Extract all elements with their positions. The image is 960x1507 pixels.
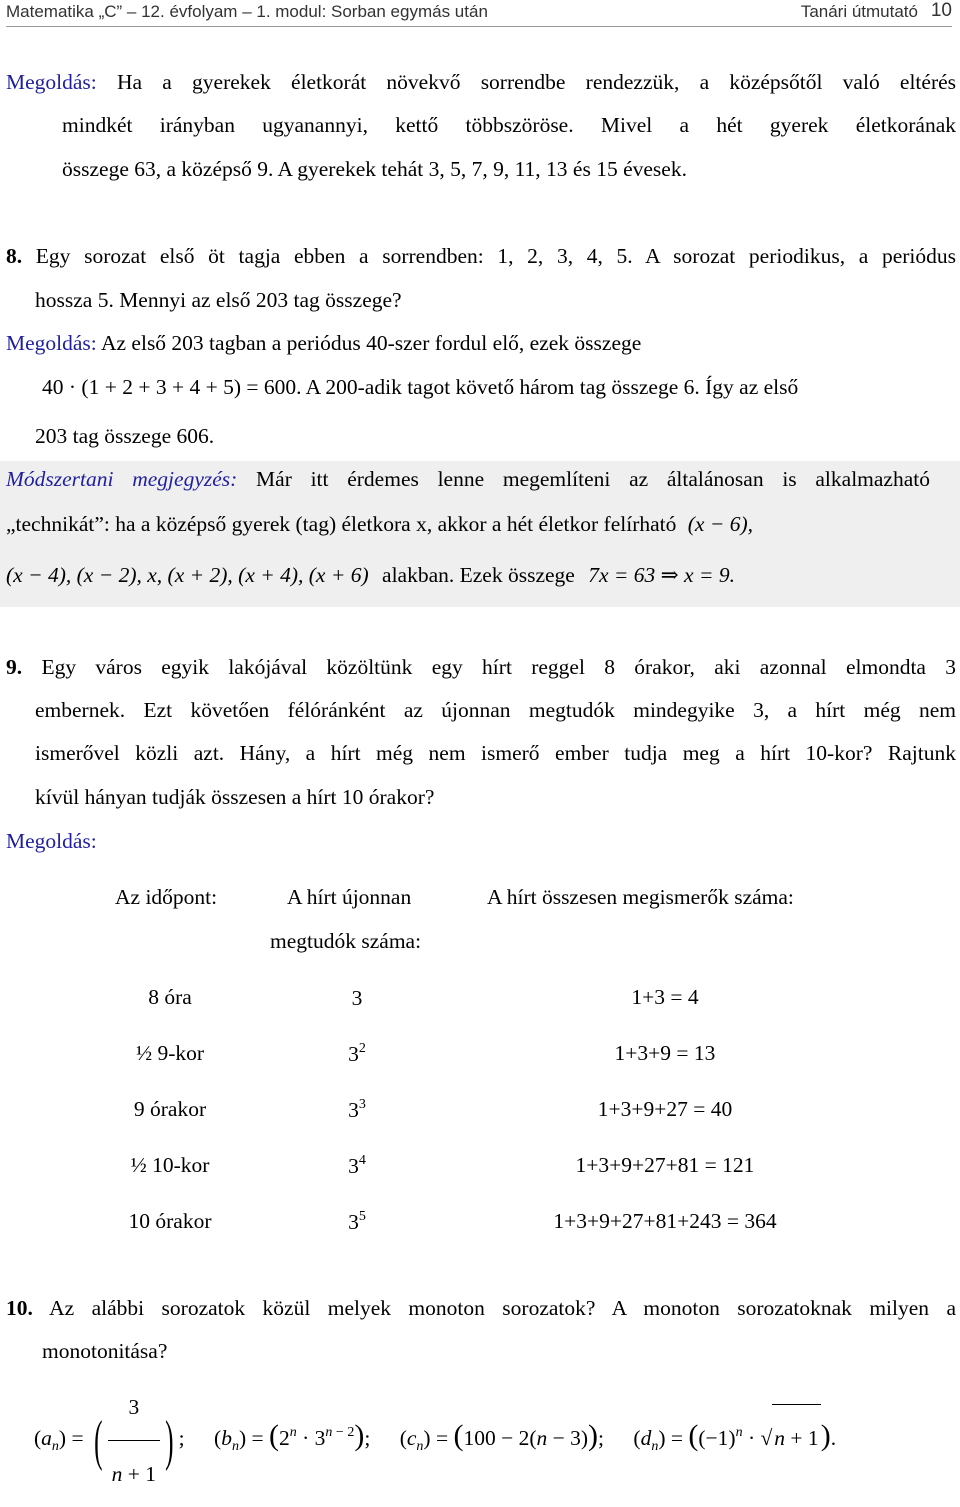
col-header-new: A hírt újonnan: [287, 885, 412, 909]
sum-formula: 40 · (1 + 2 + 3 + 4 + 5) = 600: [42, 375, 297, 399]
row-time: 10 órakor: [128, 1209, 212, 1233]
task9-line1: [6, 655, 956, 680]
row-exponent: 3: [358, 1097, 366, 1112]
task8-sol-text1: Az első 203 tagban a periódus 40-szer fordul elő, ezek összege: [100, 331, 642, 355]
task8-sol-line1: [6, 331, 641, 356]
row-time: ½ 10-kor: [130, 1153, 210, 1177]
header-guide: Tanári útmutató: [800, 2, 918, 21]
sequence-d: $(d_n) = ((-1)^n \cdot √n + 1)$.: [633, 1426, 836, 1450]
note-expr2: (x − 4), (x − 2), x, (x + 2), (x + 4), (x + 6): [6, 563, 369, 587]
task-number: 10.: [6, 1296, 33, 1320]
row-new-count: [352, 985, 363, 1011]
page-number: 10: [930, 0, 952, 21]
task8-sol-text2: . A 200-adik tagot követő három tag összege 6. Így az első: [296, 375, 799, 399]
col-header-time: Az időpont:: [115, 885, 218, 909]
row-base: 3: [348, 1210, 359, 1234]
task8-text1: Egy sorozat első öt tagja ebben a sorrendben: 1, 2, 3, 4, 5. A sorozat periodikus, a periódus: [35, 244, 956, 268]
sequences-formula: [34, 1374, 837, 1486]
note-expr1: (x − 6),: [687, 512, 753, 536]
note-text3: alakban. Ezek összege: [382, 563, 575, 587]
task9-line4: kívül hányan tudják összesen a hírt 10 órakor?: [35, 785, 435, 809]
row-exponent: 4: [358, 1153, 366, 1168]
task9-text3: ismerővel közli azt. Hány, a hírt még nem ismerő ember tudja meg a hírt 10-kor? Rajtunk: [35, 741, 956, 765]
row-total: 1+3+9+27 = 40: [597, 1097, 733, 1121]
row-new-count: [348, 1041, 366, 1067]
sol7-text1: Ha a gyerekek életkorát növekvő sorrendbe rendezzük, a középsőtől való eltérés: [117, 70, 957, 94]
col-header-new-2: megtudók száma:: [270, 929, 422, 953]
row-base: 3: [351, 986, 363, 1010]
row-base: 3: [348, 1154, 359, 1178]
sol7-line1: [6, 70, 956, 95]
note-text2: „technikát”: ha a középső gyerek (tag) életkora x, akkor a hét életkor felírható: [6, 512, 677, 536]
row-total: 1+3+9 = 13: [614, 1041, 716, 1065]
row-new-count: [348, 1209, 366, 1235]
task10-line1: [6, 1296, 956, 1321]
task9-line3: [35, 741, 956, 766]
header-title: Matematika „C” – 12. évfolyam – 1. modul: Sorban egymás után: [6, 2, 488, 21]
task10-line2: monotonitása?: [42, 1339, 168, 1363]
page-header: [6, 0, 952, 27]
sequence-c: $(c_n) = (100 - 2(n - 3))$;: [399, 1419, 605, 1455]
row-time: 8 óra: [148, 985, 192, 1009]
row-total: 1+3+9+27+81 = 121: [575, 1153, 755, 1177]
note-line1: [6, 467, 930, 492]
sol7-line2: [62, 113, 956, 138]
note-line3: [6, 563, 735, 588]
row-exponent: 2: [358, 1041, 366, 1056]
row-total: 1+3 = 4: [631, 985, 699, 1009]
task8-sol-line3: 203 tag összege 606.: [35, 424, 215, 448]
task9-text2: embernek. Ezt követően félóránként az újonnan megtudók mindegyike 3, a hírt még nem: [35, 698, 956, 722]
row-exponent: 5: [358, 1209, 366, 1224]
solution-label: Megoldás:: [6, 829, 97, 853]
task10-text1: Az alábbi sorozatok közül melyek monoton sorozatok? A monoton sorozatoknak milyen a: [49, 1296, 956, 1320]
note-line2: [6, 512, 753, 537]
note-equation: 7x = 63 ⇒ x = 9.: [588, 563, 735, 587]
note-text1: Már itt érdemes lenne megemlíteni az általánosan is alkalmazható: [256, 467, 930, 491]
task9-text1: Egy város egyik lakójával közöltünk egy hírt reggel 8 órakor, aki azonnal elmondta 3: [41, 655, 957, 679]
solution-label: Megoldás:: [6, 70, 97, 94]
note-label: Módszertani megjegyzés:: [6, 467, 238, 491]
solution-label: Megoldás:: [6, 331, 97, 355]
sol7-line3: összege 63, a középső 9. A gyerekek tehát 3, 5, 7, 9, 11, 13 és 15 évesek.: [62, 157, 687, 181]
task8-line1: [6, 244, 956, 269]
col-header-total: A hírt összesen megismerők száma:: [487, 885, 794, 909]
sol7-text2: mindkét irányban ugyanannyi, kettő többszöröse. Mivel a hét gyerek életkorának: [62, 113, 956, 137]
row-time: ½ 9-kor: [135, 1041, 205, 1065]
row-new-count: [348, 1153, 366, 1179]
task-number: 8.: [6, 244, 23, 268]
task-number: 9.: [6, 655, 23, 679]
row-base: 3: [348, 1098, 359, 1122]
row-base: 3: [348, 1042, 359, 1066]
sequence-a: $(a_n)$ = ( $\frac{3}{n + 1}$ ) ;: [34, 1426, 185, 1450]
row-time: 9 órakor: [133, 1097, 207, 1121]
task9-line2: [35, 698, 956, 723]
row-total: 1+3+9+27+81+243 = 364: [553, 1209, 777, 1233]
row-new-count: [348, 1097, 366, 1123]
task8-sol-line2: [42, 375, 798, 400]
task8-line2: hossza 5. Mennyi az első 203 tag összege?: [35, 288, 402, 312]
sequence-b: $(b_n) = (2^n \cdot 3^{n - 2})$;: [214, 1419, 371, 1455]
